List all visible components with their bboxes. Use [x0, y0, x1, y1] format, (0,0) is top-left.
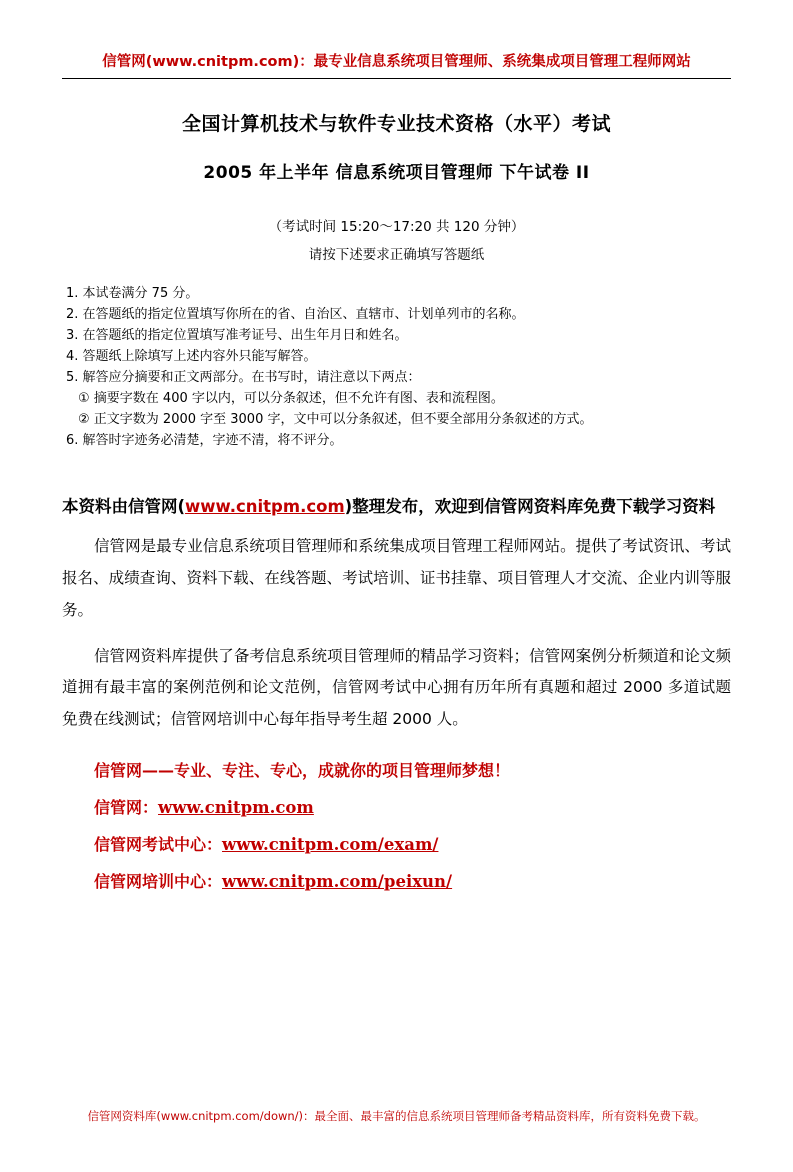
instruction-item: 2. 在答题纸的指定位置填写你所在的省、自治区、直辖市、计划单列市的名称。	[66, 307, 525, 323]
instruction-item: 5. 解答应分摘要和正文两部分。在书写时，请注意以下两点：	[66, 370, 421, 386]
exam-time-note: （考试时间 15:20～17:20 共 120 分钟）	[268, 219, 525, 235]
promo-heading-link[interactable]: www.cnitpm.com	[185, 497, 345, 517]
promo-link-row-home	[62, 795, 731, 818]
promo-slogan: 信管网——专业、专注、专心，成就你的项目管理师梦想！	[94, 760, 511, 780]
page-subtitle: 2005 年上半年 信息系统项目管理师 下午试卷 II	[203, 163, 590, 183]
promo-heading	[62, 493, 731, 517]
promo-link-url-peixun[interactable]: www.cnitpm.com/peixun/	[222, 871, 453, 891]
instruction-list	[62, 283, 731, 451]
promo-paragraph-2: 信管网资料库提供了备考信息系统项目管理师的精品学习资料；信管网案例分析频道和论文频道拥有最丰富的案例范例和论文范例，信管网考试中心拥有历年所有真题和超过 2000 多道试题免费在线测试；信管网培训中心每年指导考生超 2000 人。	[62, 646, 731, 729]
document-page	[0, 50, 793, 1172]
instruction-subitem: ② 正文字数为 2000 字至 3000 字，文中可以分条叙述，但不要全部用分条叙述的方式。	[78, 412, 593, 428]
promo-link-row-exam	[62, 832, 731, 855]
promo-paragraph-1: 信管网是最专业信息系统项目管理师和系统集成项目管理工程师网站。提供了考试资讯、考试报名、成绩查询、资料下载、在线答题、考试培训、证书挂靠、项目管理人才交流、企业内训等服务。	[62, 537, 731, 619]
promo-link-url-home[interactable]: www.cnitpm.com	[158, 797, 314, 817]
promo-heading-suffix: )整理发布，欢迎到信管网资料库免费下载学习资料	[344, 497, 716, 517]
promo-link-url-exam[interactable]: www.cnitpm.com/exam/	[222, 834, 439, 854]
promo-link-label: 信管网培训中心：	[94, 871, 223, 891]
promo-link-label: 信管网：	[94, 797, 159, 817]
promo-heading-prefix: 本资料由信管网(	[62, 497, 186, 517]
site-banner: 信管网(www.cnitpm.com)：最专业信息系统项目管理师、系统集成项目管理工程师网站	[102, 54, 691, 70]
instruction-item: 3. 在答题纸的指定位置填写准考证号、出生年月日和姓名。	[66, 328, 408, 344]
page-footer: 信管网资料库(www.cnitpm.com/down/)：最全面、最丰富的信息系统项目管理师备考精品资料库，所有资料免费下载。	[87, 1109, 706, 1123]
page-title: 全国计算机技术与软件专业技术资格（水平）考试	[181, 113, 611, 135]
instruction-item: 6. 解答时字迹务必清楚，字迹不清，将不评分。	[66, 433, 343, 449]
promo-link-label: 信管网考试中心：	[94, 834, 223, 854]
instruction-item: 1. 本试卷满分 75 分。	[66, 286, 199, 301]
instruction-item: 4. 答题纸上除填写上述内容外只能写解答。	[66, 349, 317, 365]
promo-link-row-peixun	[62, 869, 731, 892]
instruction-subitem: ① 摘要字数在 400 字以内，可以分条叙述，但不允许有图、表和流程图。	[78, 391, 504, 407]
header-divider	[62, 78, 731, 79]
fill-instruction-note: 请按下述要求正确填写答题纸	[308, 247, 485, 263]
